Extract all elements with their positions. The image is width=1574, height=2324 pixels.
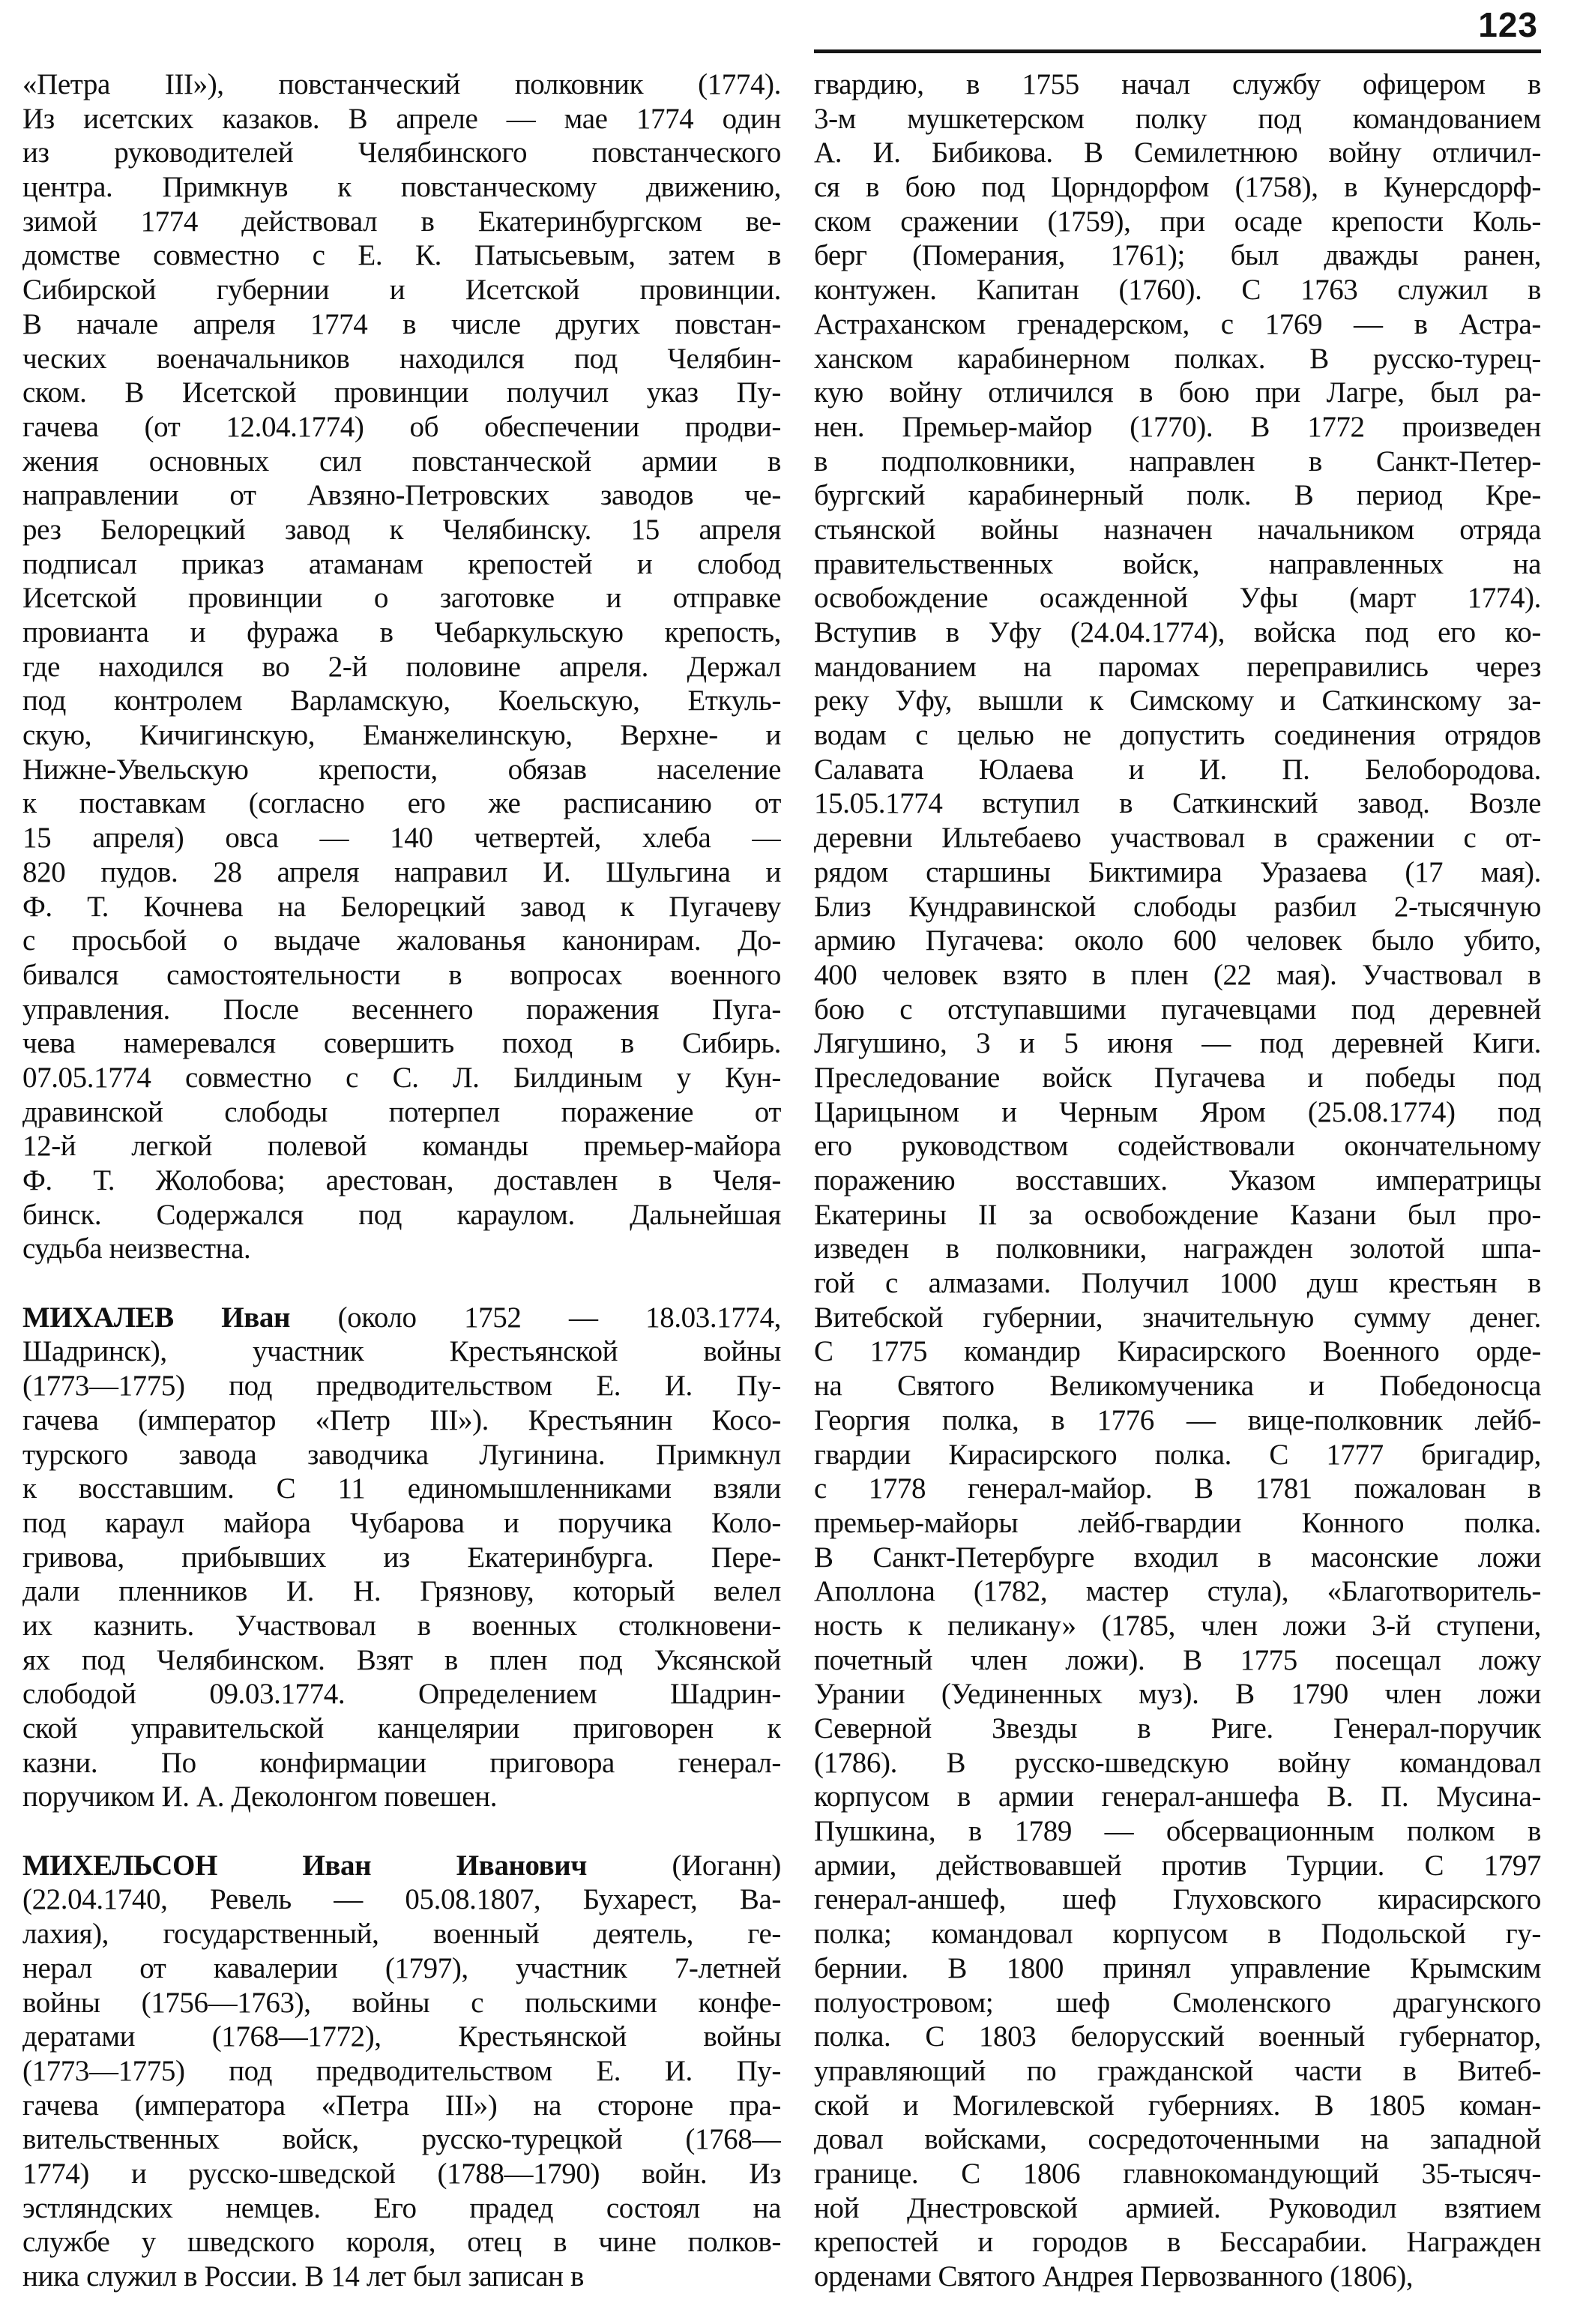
- text-line: лахия), государственный, военный деятель, ге-: [22, 1918, 781, 1951]
- text-line: Пушкина, в 1789 — обсервационным полком в: [814, 1815, 1541, 1848]
- text-line: Нижне-Увельскую крепости, обязав население: [22, 753, 781, 786]
- text-line: берг (Померания, 1761); был дважды ранен,: [814, 239, 1541, 272]
- text-line: А. И. Бибикова. В Семилетнюю войну отличил-: [814, 136, 1541, 169]
- text-line: жения основных сил повстанческой армии в: [22, 445, 781, 478]
- header-rule: [814, 49, 1541, 53]
- text-line: «Петра III»), повстанческий полковник (1774).: [22, 68, 781, 100]
- text-line: дератами (1768—1772), Крестьянской войны: [22, 2020, 781, 2053]
- text-line: (1773—1775) под предводительством Е. И. Пу-: [22, 1370, 781, 1403]
- text-line: бою с отступавшими пугачевцами под деревней: [814, 993, 1541, 1026]
- text-line: 400 человек взято в плен (22 мая). Участвовал в: [814, 958, 1541, 991]
- text-line: Витебской губернии, значительную сумму денег.: [814, 1301, 1541, 1334]
- text-line: ханском карабинерном полках. В русско-турец-: [814, 342, 1541, 375]
- text-line: рез Белорецкий завод к Челябинску. 15 апреля: [22, 513, 781, 546]
- text-line: гачева (императора «Петра III») на стороне пра-: [22, 2089, 781, 2122]
- text-line: 820 пудов. 28 апреля направил И. Шульгина и: [22, 855, 781, 888]
- text-line: Ф. Т. Жолобова; арестован, доставлен в Челя-: [22, 1164, 781, 1196]
- text-line: 3-м мушкетерском полку под командованием: [814, 102, 1541, 135]
- entry-mikhelson-continuation: [814, 67, 1541, 2294]
- text-line: ника служил в России. В 14 лет был записан в: [22, 2260, 584, 2293]
- text-line: Шадринск), участник Крестьянской войны: [22, 1335, 781, 1368]
- text-line: провианта и фуража в Чебаркульскую крепость,: [22, 616, 781, 648]
- text-line: бернии. В 1800 принял управление Крымским: [814, 1951, 1541, 1984]
- text-line: ском сражении (1759), при осаде крепости Коль-: [814, 205, 1541, 238]
- text-line: 1774) и русско-шведской (1788—1790) войн. Из: [22, 2157, 781, 2190]
- text-line: турского завода заводчика Лугинина. Примкнул: [22, 1438, 781, 1471]
- text-line: Екатерины II за освобождение Казани был про-: [814, 1198, 1541, 1231]
- text-line: чева намеревался совершить поход в Сибирь.: [22, 1027, 781, 1060]
- text-line: Вступив в Уфу (24.04.1774), войска под его ко-: [814, 616, 1541, 648]
- text-line: довал войсками, сосредоточенными на западной: [814, 2123, 1541, 2156]
- text-line: полуостровом; шеф Смоленского драгунского: [814, 1986, 1541, 2019]
- text-line: В Санкт-Петербурге входил в масонские ложи: [814, 1541, 1541, 1574]
- text-line: полка; командовал корпусом в Подольской гу-: [814, 1918, 1541, 1951]
- text-line: полка. С 1803 белорусский военный губернатор,: [814, 2020, 1541, 2053]
- text-line: армии, действовавшей против Турции. С 1797: [814, 1849, 1541, 1882]
- text-line: управления. После весеннего поражения Пуга-: [22, 993, 781, 1026]
- text-line: ях под Челябинском. Взят в плен под Уксянской: [22, 1643, 781, 1676]
- text-line: Георгия полка, в 1776 — вице-полковник лейб-: [814, 1403, 1541, 1436]
- text-line: гачева (от 12.04.1774) об обеспечении продви-: [22, 410, 781, 443]
- text-line: слободой 09.03.1774. Определением Шадрин-: [22, 1678, 781, 1711]
- text-line: МИХАЛЕВ Иван (около 1752 — 18.03.1774,: [22, 1301, 781, 1334]
- text-line: 15.05.1774 вступил в Саткинский завод. Возле: [814, 787, 1541, 820]
- text-line: ность к пеликану» (1785, член ложи 3-й ступени,: [814, 1609, 1541, 1642]
- text-line: В начале апреля 1774 в числе других повстан-: [22, 307, 781, 340]
- text-line: 12-й легкой полевой команды премьер-майора: [22, 1130, 781, 1163]
- text-line: корпусом в армии генерал-аншефа В. П. Мусина-: [814, 1780, 1541, 1813]
- text-line: дравинской слободы потерпел поражение от: [22, 1095, 781, 1128]
- text-line: ской и Могилевской губерниях. В 1805 коман-: [814, 2089, 1541, 2122]
- text-line: к поставкам (согласно его же расписанию от: [22, 787, 781, 820]
- text-line: гвардию, в 1755 начал службу офицером в: [814, 68, 1541, 100]
- right-column: [814, 67, 1541, 2294]
- text-line: премьер-майоры лейб-гвардии Конного полка.: [814, 1506, 1541, 1539]
- text-line: Сибирской губернии и Исетской провинции.: [22, 274, 781, 307]
- text-line: ся в бою под Цорндорфом (1758), в Кунерсдорф-: [814, 171, 1541, 204]
- entry-mikhelson: [22, 1849, 781, 2294]
- text-line: под контролем Варламскую, Коельскую, Еткуль-: [22, 684, 781, 717]
- text-line: зимой 1774 действовал в Екатеринбургском ве-: [22, 205, 781, 238]
- text-line: дали пленников И. Н. Грязнову, который велел: [22, 1575, 781, 1608]
- text-line: Северной Звезды в Риге. Генерал-поручик: [814, 1712, 1541, 1744]
- text-line: поражению восставших. Указом императрицы: [814, 1164, 1541, 1196]
- text-line: освобождение осажденной Уфы (март 1774).: [814, 582, 1541, 615]
- text-line: где находился во 2-й половине апреля. Держал: [22, 650, 781, 683]
- text-line: крепостей и городов в Бессарабии. Награжден: [814, 2226, 1541, 2259]
- text-line: судьба неизвестна.: [22, 1232, 251, 1265]
- text-line: Астраханском гренадерском, с 1769 — в Астра-: [814, 307, 1541, 340]
- text-line: мандованием на паромах переправились через: [814, 650, 1541, 683]
- text-line: гвардии Кирасирского полка. С 1777 бригадир,: [814, 1438, 1541, 1471]
- entry-continuation-mikhalev-previous: [22, 67, 781, 1266]
- text-line: (1773—1775) под предводительством Е. И. Пу-: [22, 2054, 781, 2087]
- text-line: правительственных войск, направленных на: [814, 547, 1541, 580]
- text-line: МИХЕЛЬСОН Иван Иванович (Иоганн): [22, 1849, 781, 1882]
- text-line: Преследование войск Пугачева и победы под: [814, 1061, 1541, 1094]
- text-line: кую войну отличился в бою при Лагре, был ра-: [814, 376, 1541, 409]
- text-line: на Святого Великомученика и Победоносца: [814, 1370, 1541, 1403]
- text-line: подписал приказ атаманам крепостей и слобод: [22, 547, 781, 580]
- text-line: Ф. Т. Кочнева на Белорецкий завод к Пугачеву: [22, 890, 781, 923]
- left-column: [22, 67, 781, 2294]
- text-line: границе. С 1806 главнокомандующий 35-тысяч-: [814, 2157, 1541, 2190]
- text-line: центра. Примкнув к повстанческому движению,: [22, 171, 781, 204]
- text-line: С 1775 командир Кирасирского Военного орде-: [814, 1335, 1541, 1368]
- text-line: нен. Премьер-майор (1770). В 1772 произведен: [814, 410, 1541, 443]
- text-line: водам с целью не допустить соединения отрядов: [814, 719, 1541, 752]
- text-line: 15 апреля) овса — 140 четвертей, хлеба —: [22, 822, 781, 855]
- text-line: с 1778 генерал-майор. В 1781 пожалован в: [814, 1472, 1541, 1505]
- text-line: войны (1756—1763), войны с польскими конфе-: [22, 1986, 781, 2019]
- text-line: реку Уфу, вышли к Симскому и Саткинскому за-: [814, 684, 1541, 717]
- text-line: бинск. Содержался под караулом. Дальнейшая: [22, 1198, 781, 1231]
- text-line: Близ Кундравинской слободы разбил 2-тысячную: [814, 890, 1541, 923]
- text-line: армию Пугачева: около 600 человек было убито,: [814, 924, 1541, 957]
- text-line: гой с алмазами. Получил 1000 душ крестьян в: [814, 1267, 1541, 1300]
- text-line: к восставшим. С 11 единомышленниками взяли: [22, 1472, 781, 1505]
- entry-headword: МИХАЛЕВ Иван: [22, 1301, 291, 1334]
- text-line: службе у шведского короля, отец в чине полков-: [22, 2226, 781, 2259]
- entry-headword: МИХЕЛЬСОН Иван Иванович: [22, 1849, 587, 1882]
- text-line: контужен. Капитан (1760). С 1763 служил в: [814, 274, 1541, 307]
- text-line: направлении от Авзяно-Петровских заводов че-: [22, 479, 781, 512]
- text-line: Из исетских казаков. В апреле — мае 1774 один: [22, 102, 781, 135]
- text-line: деревни Ильтебаево участвовал в сражении с от-: [814, 822, 1541, 855]
- text-line: казни. По конфирмации приговора генерал-: [22, 1746, 781, 1779]
- text-line: его руководством содействовали окончательному: [814, 1130, 1541, 1163]
- text-line: под караул майора Чубарова и поручика Коло-: [22, 1506, 781, 1539]
- text-line: вительственных войск, русско-турецкой (1768—: [22, 2123, 781, 2156]
- text-line: рядом старшины Биктимира Уразаева (17 мая).: [814, 855, 1541, 888]
- entry-mikhalev: [22, 1301, 781, 1814]
- text-line: Лягушино, 3 и 5 июня — под деревней Киги.: [814, 1027, 1541, 1060]
- text-line: генерал-аншеф, шеф Глуховского кирасирского: [814, 1883, 1541, 1916]
- text-line: орденами Святого Андрея Первозванного (1806),: [814, 2260, 1414, 2293]
- text-line: Царицыном и Черным Яром (25.08.1774) под: [814, 1095, 1541, 1128]
- text-line: Салавата Юлаева и И. П. Белобородова.: [814, 753, 1541, 786]
- text-line: ческих военачальников находился под Челябин-: [22, 342, 781, 375]
- text-line: скую, Кичигинскую, Еманжелинскую, Верхне- и: [22, 719, 781, 752]
- text-line: Урании (Уединенных муз). В 1790 член ложи: [814, 1678, 1541, 1711]
- text-line: в подполковники, направлен в Санкт-Петер-: [814, 445, 1541, 478]
- text-line: 07.05.1774 совместно с С. Л. Билдиным у Кун-: [22, 1061, 781, 1094]
- page-number: 123: [1478, 5, 1538, 44]
- text-line: бивался самостоятельности в вопросах военного: [22, 958, 781, 991]
- text-line: Исетской провинции о заготовке и отправке: [22, 582, 781, 615]
- text-line: стьянской войны назначен начальником отряда: [814, 513, 1541, 546]
- text-line: нерал от кавалерии (1797), участник 7-летней: [22, 1951, 781, 1984]
- text-line: из руководителей Челябинского повстанческого: [22, 136, 781, 169]
- text-line: управляющий по гражданской части в Витеб-: [814, 2054, 1541, 2087]
- text-line: ском. В Исетской провинции получил указ Пу-: [22, 376, 781, 409]
- text-line: домстве совместно с Е. К. Патысьевым, затем в: [22, 239, 781, 272]
- text-line: бургский карабинерный полк. В период Кре-: [814, 479, 1541, 512]
- text-line: гачева (император «Петр III»). Крестьянин Косо-: [22, 1403, 781, 1436]
- text-line: изведен в полковники, награжден золотой шпа-: [814, 1232, 1541, 1265]
- text-line: с просьбой о выдаче жалованья канонирам. До-: [22, 924, 781, 957]
- text-line: эстляндских немцев. Его прадед состоял на: [22, 2191, 781, 2224]
- text-line: почетный член ложи). В 1775 посещал ложу: [814, 1643, 1541, 1676]
- text-line: Аполлона (1782, мастер стула), «Благотворитель-: [814, 1575, 1541, 1608]
- text-line: ской управительской канцелярии приговорен к: [22, 1712, 781, 1744]
- text-line: поручиком И. А. Деколонгом повешен.: [22, 1780, 498, 1813]
- text-line: ной Днестровской армией. Руководил взятием: [814, 2191, 1541, 2224]
- text-line: (22.04.1740, Ревель — 05.08.1807, Бухарест, Ва-: [22, 1883, 781, 1916]
- text-line: гривова, прибывших из Екатеринбурга. Пере-: [22, 1541, 781, 1574]
- text-line: их казнить. Участвовал в военных столкновени-: [22, 1609, 781, 1642]
- text-line: (1786). В русско-шведскую войну командовал: [814, 1746, 1541, 1779]
